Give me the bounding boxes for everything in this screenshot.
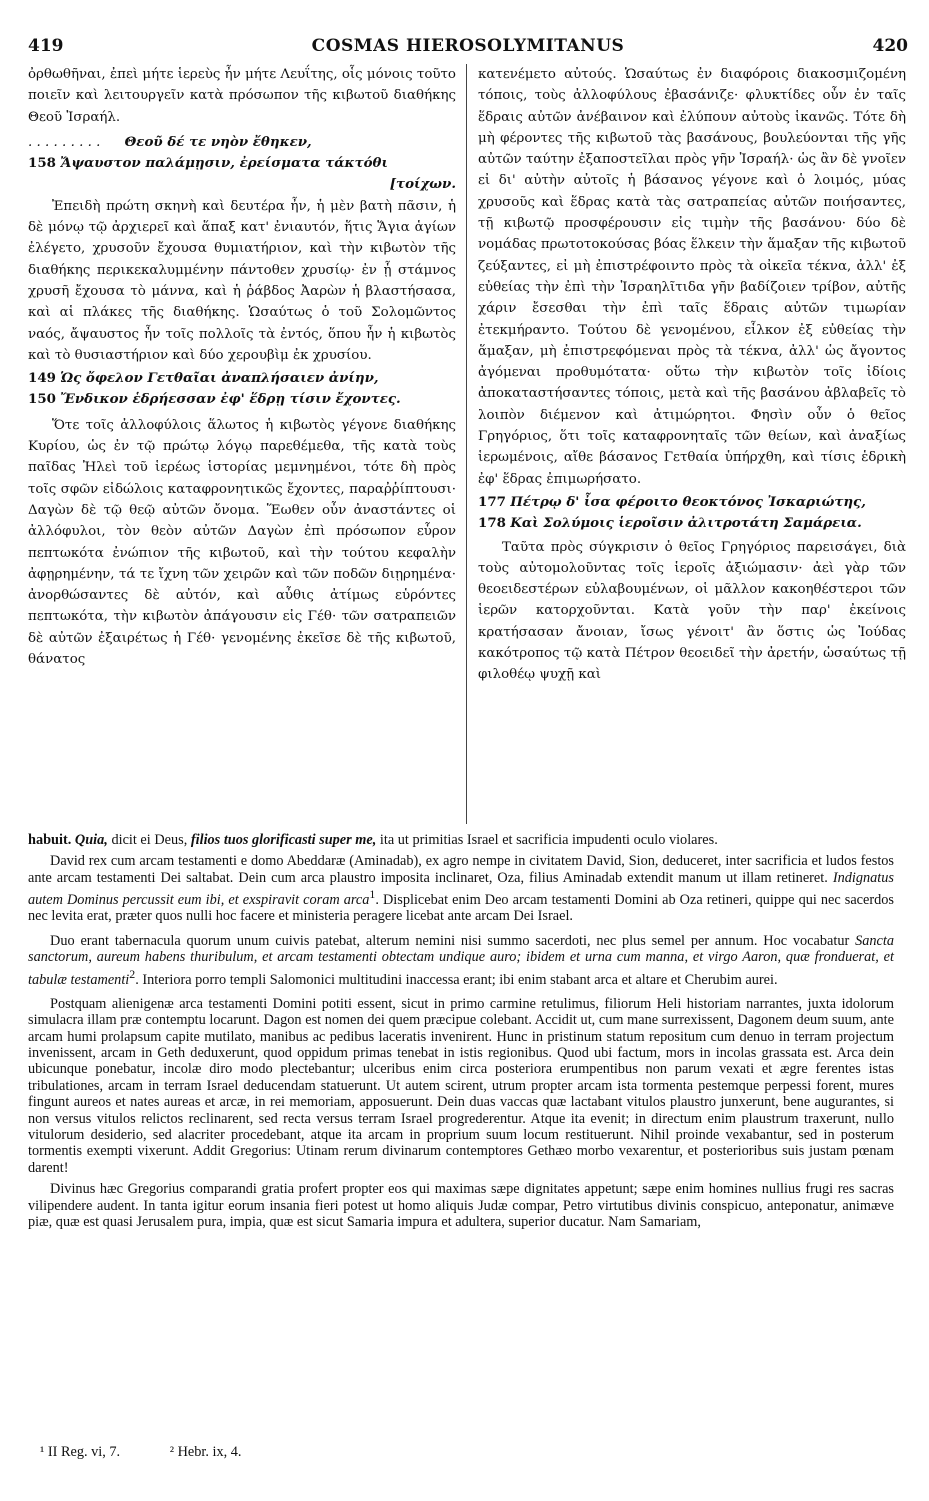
running-title: COSMAS HIEROSOLYMITANUS [311, 36, 625, 56]
latin-text: Duo erant tabernacula quorum unum cuivis patebat, alterum nemini nisi summo sacerdoti, nec plus semel per annum. Hoc vocabatur [50, 932, 856, 949]
verse-text: Πέτρῳ δ' ἶσα φέροιτο θεοκτόνος Ἰσκαριώτης, [510, 493, 866, 510]
verse-line [28, 132, 456, 153]
greek-right-paragraph-1: κατενέμετο αὐτούς. Ὡσαύτως ἐν διαφόροις διακοσμιζομένη τόποις, τοὺς ἀλλοφύλους ἐβασάνιζε· φλυκτίδες οὖν ἐν ταῖς ἕδραις αὐτῶν ἀνέβαινον καὶ ἐλύπουν αὐτοὺς ἱκανῶς. Τότε δὴ μὴ φέροντες τῆς κιβωτοῦ τὰς βασάνους, βουλεύονται τῆς γῆς αὐτῶν ταύτην ἐξαποστεῖλαι πρὸς γῆν Ἰσραήλ· ὡς ἂν δὲ γνοῖεν εἰ δι' αὐτὴν αὐτοῖς ἡ βάσανος γέγονε καὶ ὁ λοιμός, μύας χρυσοῦς καὶ ἕδρας κατὰ τὰς σατραπείας αὐτῶν ποιήσαντες, τῇ κιβωτῷ προσφέρουσιν εἰς τιμὴν τῆς βασάνου· δύο δὲ νομάδας πρωτοτοκούσας βόας ἕλκειν τὴν ἅμαξαν τῆς κιβωτοῦ ζεύξαντες, εἰ μὴ ἐπιστρέφοιντο πρὸς τὰ οἰκεῖα τέκνα, ἀλλ' ἐξ εὐθείας τὴν ἐπὶ τὴν Ἰσραηλῖτιδα γῆν βαδίζοιεν τρίβον, αὐτῆς χάριν ἔσεσθαι τὴν ἐπὶ ταῖς ἕδραις αὐτῶν τιμωρίαν ἐτεκμήραντο. Τούτου δὲ γενομένου, εἷλκον ἐξ εὐθείας τὴν ἅμαξαν, μὴ ἐπιστρεφόμεναι πρὸς τὰ τέκνα, ἀλλ' ὡς ἄγοντος ἀγόμεναι προθυμότατα· οὕτω τὴν κιβωτὸν τοῖς ἰδίοις ἀποκαταστήσαντες τόποις, μετὰ καὶ τῆς βασάνου ἀβλαβεῖς τὸ λοιπὸν διέμενον καὶ ἀτιμώρητοι. Φησὶν οὖν ὁ θεῖος Γρηγόριος, ὅτι τοῖς καταφρονηταῖς τῶν θείων, καὶ ἀναξίως ἱερωμένοις, αἴθε βάσανος Γετθαία ὑπήρχθη, καὶ τίσις ἑδρικὴ ἐφ' ἕδρας ἐπιμωρήσατο. [478, 67, 906, 487]
verse-text: [τοίχων. [389, 176, 456, 193]
latin-text: dicit ei Deus, [107, 832, 191, 848]
footnote-2: ² Hebr. ix, 4. [169, 1444, 242, 1460]
greek-left-paragraph-1: ὀρθωθῆναι, ἐπεὶ μήτε ἱερεὺς ἦν μήτε Λευΐτης, οἷς μόνοις τοῦτο ποιεῖν καὶ λειτουργεῖν κατὰ πρόσωπον τῆς κιβωτοῦ διαθήκης Θεοῦ Ἰσραήλ. [28, 67, 456, 125]
greek-column-right [478, 64, 906, 686]
latin-text: . Displicebat enim Deo arcam testamenti Domini ab Oza retineri, quippe qui nec sacerdos nec levita erat, præter quos nulli hoc facere et ministeria peragere licebat ante arcam Dei Israel. [28, 891, 894, 925]
latin-paragraph-2 [28, 853, 894, 924]
verse-text: Ὡς ὄφελον Γετθαῖαι ἀναπλήσαιεν ἀνίην, [60, 370, 379, 387]
greek-right-paragraph-2: Ταῦτα πρὸς σύγκρισιν ὁ θεῖος Γρηγόριος παρεισάγει, διὰ τοὺς αὐτομολοῦντας τοῖς ἱεροῖς ἀξιώμασιν· ἀεὶ γὰρ τῶν θεοειδεστέρων εὐλαβουμένων, οἱ μᾶλλον κακοηθέστεροι τῶν ἱερῶν κατορχοῦνται. Κατὰ γοῦν τὴν παρ' ἐκείνοις κρατήσασαν ἄνοιαν, ἴσως γένοιτ' ἂν ὅστις ὡς Ἰούδας κακότροπος τῷ κατὰ Πέτρον θεοειδεῖ τὴν ἀρετήν, ὡσαύτως τῇ φιλοθέῳ ψυχῇ καὶ [478, 539, 906, 683]
verse-text: Ἄψαυστον παλάμῃσιν, ἐρείσματα τάκτόθι [60, 155, 388, 172]
latin-paragraph-4: Postquam alienigenæ arca testamenti Domini potiti essent, sicut in primo carmine retulimus, filiorum Heli historiam narrantes, juxta idolorum simulacra illam præ contemptu locarunt. Dagon est nomen dei quem præcipue colebant. Accidit ut, cum mane surrexissent, Dagonem deum suum, ante arcam humi prolapsum capite mutilato, manibus ac pedibus laceratis invenirent. Hunc in pristinum statum repositum cum denuo in terram projectum invenissent, arcam in Geth deduxerunt, quod oppidum primas tenebat in istis regionibus. Quod ubi factum, mors in incolas grassata est. Arca dein ubicunque ponebatur, incolæ diro modo plectebantur; ulceribus enim circa posteriora erumpentibus non parum vexati et ægre ferentes istas tribulationes, arcam in terram Israel deducendam statuerunt. Ut autem scirent, utrum propter arcam ista tormenta pestemque perpessi forent, mures fingunt aureos et nates aureas et arcæ, in rei memoriam, apposuerunt. Dein duas vaccas quæ lactabant vitulos plaustro junxerunt, bene augurantes, si non versus vitulos relictos reclinarent, sed recta versus terram Israel progrederentur. Atque ita evenit; in directum enim plaustrum traxerunt, nullo vitulorum desiderio, sed alacriter procedebant, atque ita arcam in proprium suum locum restituerunt. Nihil proinde vexabantur, sed in posterum tormentis exempti vixerunt. Addit Gregorius: Utinam rerum divinarum contemptores Gethæo morbo vexarentur, et posterioribus suis justam pœnam darent! [28, 995, 894, 1176]
verse-number: 150 [28, 391, 56, 408]
greek-left-paragraph-3: Ὅτε τοῖς ἀλλοφύλοις ἅλωτος ἡ κιβωτὸς γέγονε διαθήκης Κυρίου, ὡς ἐν τῷ πρώτῳ λόγῳ παρεθέμεθα, τῆς κατὰ τοὺς παῖδας Ἠλεὶ τοῦ ἱερέως ἱστορίας μεμνημένοι, τότε δὴ πρὸς τοῖς σφῶν εἰδώλοις καταφρονητικῶς ἔχοντες, παραῤῥίπτουσι· Δαγὼν δὲ τῷ θεῷ αὐτῶν ὄνομα. Ἕωθεν οὖν ἀναστάντες οἱ ἀλλόφυλοι, τὸν θεὸν αὐτῶν Δαγὼν ἐπὶ πρόσωπον εὗρον πεπτωκότα ἐνώπιον τῆς κιβωτοῦ, καὶ τὴν τούτου κεφαλὴν ἀφῃρημένην, τά τε ἴχνη τῶν χειρῶν καὶ τῶν ποδῶν διῃρημένα· ἀνορθώσαντες δὲ αὐτόν, καὶ αὖθις ἀτίμως εὑρόντες πεπτωκότα, τὴν κιβωτὸν ἀπάγουσιν εἰς Γέθ· τῶν σατραπειῶν δὲ αὐτῶν ἐξαιρέτως ἡ Γέθ· γενομένης ἐκεῖσε δὲ τῆς κιβωτοῦ, θάνατος [28, 417, 456, 668]
latin-italic-text: Quia, [74, 832, 108, 848]
verse-line [28, 389, 456, 410]
latin-paragraph-1 [28, 832, 894, 848]
verse-text: Ἔνδικον ἑδρήεσσαν ἐφ' ἕδρῃ τίσιν ἔχοντες. [60, 391, 401, 408]
latin-italic-text: Indignatus autem Dominus percussit eum ibi, et exspiravit coram arca [28, 869, 894, 908]
latin-paragraph-5: Divinus hæc Gregorius comparandi gratia profert propter eos qui maximas sæpe dignitates appetunt; sæpe enim homines nullius frugi res sacras vilipendere audent. In tanta igitur eorum insania fieri potest ut homo aliquis Judæ compar, Petro virtutibus divinis conspicuo, anteponatur, animæve piæ, quæ est quasi Jerusalem pura, impia, quæ est sicut Samaria impura et adultera, superior ducatur. Nam Samariam, [28, 1181, 894, 1231]
footnote-marker: 2 [129, 966, 136, 981]
verse-number: 177 [478, 493, 506, 510]
footnote-1: ¹ II Reg. vi, 7. [40, 1444, 121, 1460]
greek-column-left [28, 64, 456, 670]
latin-text: David rex cum arcam testamenti e domo Abeddaræ (Aminadab), ex agro nempe in civitatem David, Sion, deduceret, inter sacrificia et ludos festos ante arcam testamenti Dei saltabat. Dein cum arca plaustro imposita inclinaret, Oza, filius Aminadab extendit manum ut illam retineret. [28, 853, 894, 886]
page-header [28, 36, 908, 62]
footnote-marker: 1 [369, 887, 376, 902]
verse-line [28, 368, 456, 389]
column-divider [466, 64, 467, 824]
page-number-right: 420 [872, 36, 908, 56]
verse-text: Καὶ Σολύμοις ἱεροῖσιν ἀλιτροτάτη Σαμάρεια. [510, 515, 862, 532]
latin-paragraph-3 [28, 933, 894, 988]
verse-line [478, 492, 906, 513]
ellipsis-dots: . . . . . . . . . [28, 134, 101, 150]
verse-number: 158 [28, 155, 56, 172]
page-number-left: 419 [28, 36, 64, 56]
latin-italic-text: Sancta sanctorum, aureum habens thuribulum, et arcam testamenti obtectam undique auro; ibidem et urna cum manna, et virgo Aaron, quæ fronduerat, et tabulæ testamenti [28, 932, 894, 988]
latin-text: . Interiora porro templi Salomonici multitudini inaccessa erant; ibi enim stabant arca et altare et Cherubim aurei. [135, 971, 778, 988]
verse-number: 149 [28, 370, 56, 387]
verse-line [28, 153, 456, 174]
latin-italic-text: filios tuos glorificasti super me, [190, 832, 377, 848]
footnotes [40, 1444, 288, 1461]
latin-text: ita ut primitias Israel et sacrificia impudenti oculo violares. [376, 832, 718, 848]
verse-number: 178 [478, 515, 506, 532]
verse-continuation [28, 174, 456, 195]
verse-text: Θεοῦ δέ τε νηὸν ἔθηκεν, [124, 133, 312, 150]
latin-translation [28, 832, 894, 1230]
verse-line [478, 513, 906, 534]
latin-text: habuit. [28, 832, 75, 848]
greek-left-paragraph-2: Ἐπειδὴ πρώτη σκηνὴ καὶ δευτέρα ἦν, ἡ μὲν βατὴ πᾶσιν, ἡ δὲ μόνῳ τῷ ἀρχιερεῖ καὶ ἅπαξ κατ' ἐνιαυτόν, ἥτις Ἅγια ἁγίων ἐλέγετο, χρυσοῦν ἔχουσα θυμιατήριον, καὶ τὴν κιβωτὸν τῆς διαθήκης περικεκαλυμμένην πάντοθεν χρυσίῳ· ἐν ᾗ στάμνος χρυσῆ ἔχουσα τὸ μάννα, καὶ ἡ ῥάβδος Ἀαρὼν ἡ βλαστήσασα, καὶ αἱ πλάκες τῆς διαθήκης. Ὡσαύτως ὁ τοῦ Σολομῶντος ναός, ἄψαυστος ἦν τοῖς πολλοῖς τὰ ἐντός, ὅπου ἦν ἡ κιβωτὸς καὶ τὸ θυσιαστήριον καὶ δύο χερουβὶμ ἐκ χρυσίου. [28, 198, 456, 363]
